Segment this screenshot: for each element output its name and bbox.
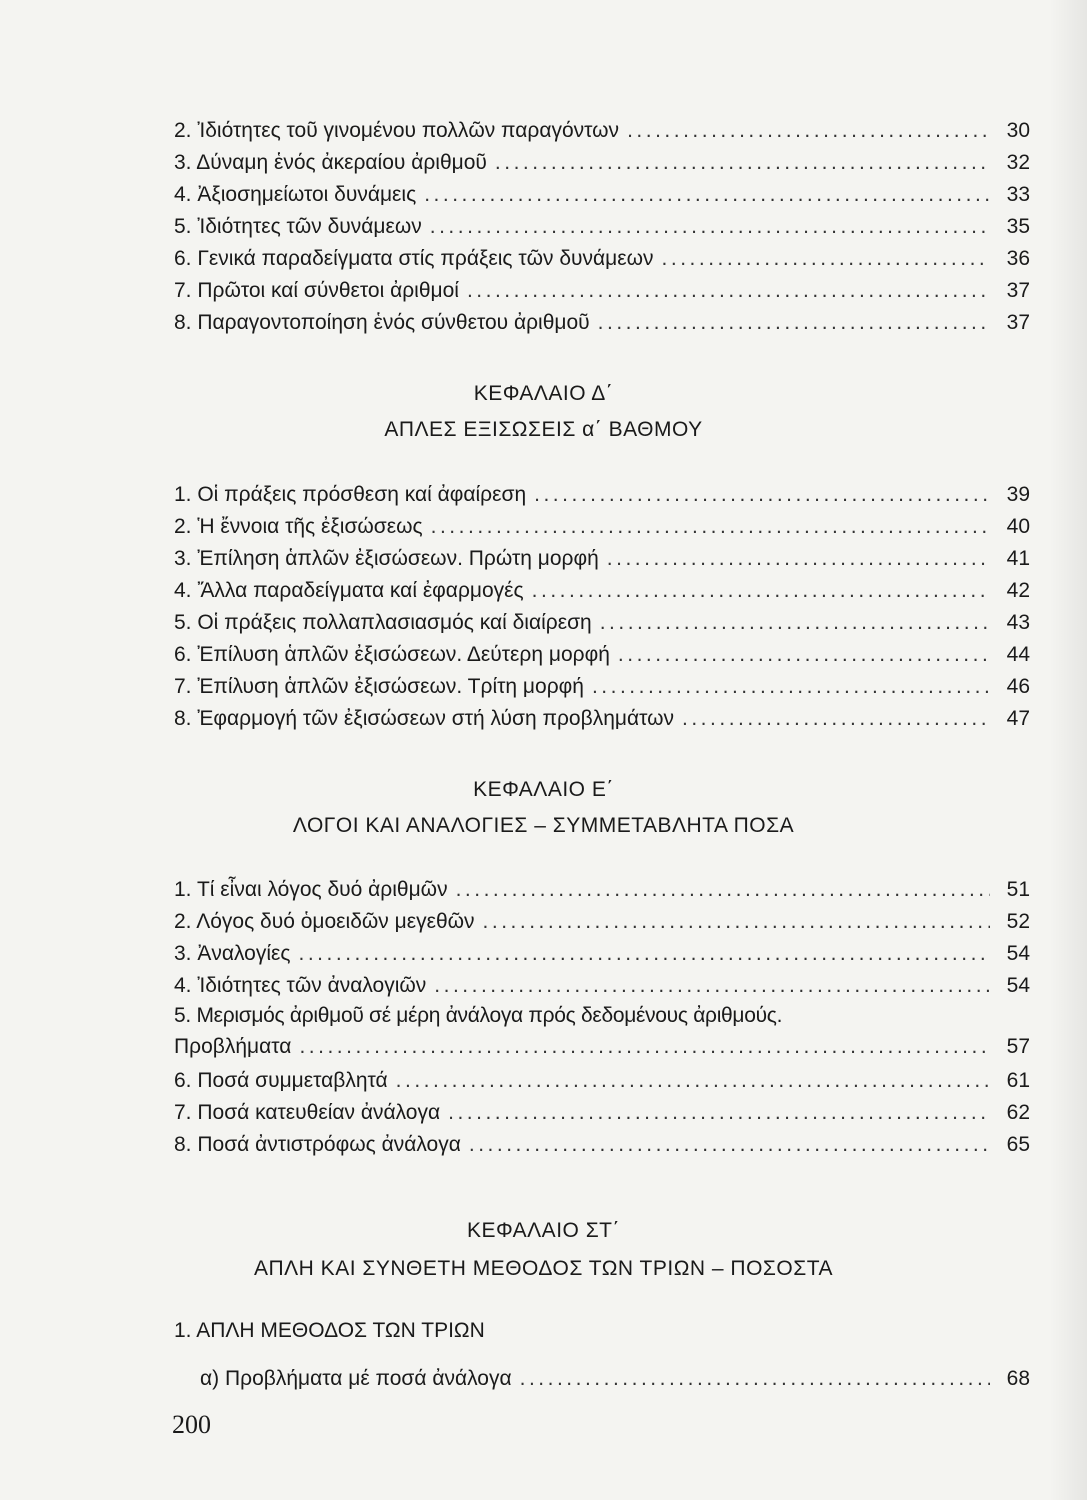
toc-entry <box>174 636 1030 668</box>
toc-entry-page: 44 <box>1006 643 1030 666</box>
toc-entry-title: 4. Ἀξιοσημείωτοι δυνάμεις <box>174 183 417 206</box>
toc-entry-title-line1: 5. Μερισμός ἀριθμοῦ σέ μέρη ἀνάλογα πρός δεδομένους ἀριθμούς. <box>174 1004 783 1027</box>
toc-entry-title: 6. Ἐπίλυση ἁπλῶν ἐξισώσεων. Δεύτερη μορφή <box>174 643 610 666</box>
toc-entry-page: 57 <box>1006 1035 1030 1058</box>
toc-entry <box>174 1126 1030 1158</box>
toc-entry-page: 61 <box>1006 1069 1030 1092</box>
toc-entry <box>174 935 1030 967</box>
leader-dots <box>448 1100 990 1126</box>
toc-entry <box>174 967 1030 999</box>
toc-entry-page: 32 <box>1006 151 1030 174</box>
toc-entry-title: 7. Πρῶτοι καί σύνθετοι ἀριθμοί <box>174 279 459 302</box>
toc-entry-title: α) Προβλήματα μέ ποσά ἀνάλογα <box>200 1367 512 1390</box>
toc-entry-page: 51 <box>1006 878 1030 901</box>
toc-entry <box>174 476 1030 508</box>
leader-dots <box>467 278 990 304</box>
toc-entry-page: 33 <box>1006 183 1030 206</box>
leader-dots <box>607 546 990 572</box>
toc-entry-page: 41 <box>1006 547 1030 570</box>
toc-entry-title: 3. Ἐπίληση ἁπλῶν ἐξισώσεων. Πρώτη μορφή <box>174 547 599 570</box>
toc-entry-page: 46 <box>1006 675 1030 698</box>
toc-entry-page: 35 <box>1006 215 1030 238</box>
toc-entry-page: 52 <box>1006 910 1030 933</box>
toc-entry-page: 30 <box>1006 119 1030 142</box>
chapter-e-title: ΛΟΓΟΙ ΚΑΙ ΑΝΑΛΟΓΙΕΣ – ΣΥΜΜΕΤΑΒΛΗΤΑ ΠΟΣΑ <box>292 814 795 837</box>
leader-dots <box>495 150 990 176</box>
leader-dots <box>396 1068 990 1094</box>
toc-entry <box>174 112 1030 144</box>
toc-entry-page: 54 <box>1006 942 1030 965</box>
leader-dots <box>431 514 990 540</box>
toc-entry <box>200 1360 1030 1392</box>
toc-entry <box>174 176 1030 208</box>
toc-entry-title: 6. Γενικά παραδείγματα στίς πράξεις τῶν δυνάμεων <box>174 247 654 270</box>
leader-dots <box>520 1366 990 1392</box>
toc-entry-page: 42 <box>1006 579 1030 602</box>
toc-entry-title: 4. Ἄλλα παραδείγματα καί ἐφαρμογές <box>174 579 524 602</box>
toc-entry-page: 47 <box>1006 707 1030 730</box>
toc-entry-title: 5. Οἱ πράξεις πολλαπλασιασμός καί διαίρεση <box>174 611 592 634</box>
leader-dots <box>600 610 990 636</box>
toc-entry <box>174 208 1030 240</box>
leader-dots <box>682 706 990 732</box>
toc-entry <box>174 1028 1030 1060</box>
chapter-st-label: ΚΕΦΑΛΑΙΟ ΣΤ΄ <box>466 1219 620 1242</box>
leader-dots <box>424 182 990 208</box>
toc-entry <box>174 903 1030 935</box>
toc-entry-title: 6. Ποσά συμμεταβλητά <box>174 1069 388 1092</box>
leader-dots <box>469 1132 990 1158</box>
toc-entry-title: 5. Ἰδιότητες τῶν δυνάμεων <box>174 215 422 238</box>
toc-entry <box>174 508 1030 540</box>
toc-entry <box>174 144 1030 176</box>
toc-entry <box>174 240 1030 272</box>
toc-entry-title: 8. Ποσά ἀντιστρόφως ἀνάλογα <box>174 1133 461 1156</box>
toc-entry-page: 65 <box>1006 1133 1030 1156</box>
leader-dots <box>299 941 990 967</box>
toc-entry <box>174 1094 1030 1126</box>
toc-entry-page: 37 <box>1006 311 1030 334</box>
toc-entry-page: 54 <box>1006 974 1030 997</box>
subsection-heading: 1. ΑΠΛΗ ΜΕΘΟΔΟΣ ΤΩΝ ΤΡΙΩΝ <box>174 1319 485 1342</box>
toc-entry-page: 39 <box>1006 483 1030 506</box>
chapter-e-label: ΚΕΦΑΛΑΙΟ Ε΄ <box>473 778 614 801</box>
page-number: 200 <box>172 1410 211 1439</box>
leader-dots <box>434 973 990 999</box>
leader-dots <box>299 1034 990 1060</box>
toc-entry-page: 68 <box>1006 1367 1030 1390</box>
toc-entry-page: 37 <box>1006 279 1030 302</box>
chapter-d-title: ΑΠΛΕΣ ΕΞΙΣΩΣΕΙΣ α΄ ΒΑΘΜΟΥ <box>384 418 703 441</box>
toc-entry <box>174 604 1030 636</box>
toc-entry-title: 3. Δύναμη ἑνός ἀκεραίου ἀριθμοῦ <box>174 151 487 174</box>
toc-entry-title: Προβλήματα <box>174 1035 292 1058</box>
chapter-st-title: ΑΠΛΗ ΚΑΙ ΣΥΝΘΕΤΗ ΜΕΘΟΔΟΣ ΤΩΝ ΤΡΙΩΝ – ΠΟΣΟΣΤΑ <box>253 1257 833 1280</box>
toc-entry-title: 2. Ἡ ἔννοια τῆς ἐξισώσεως <box>174 515 423 538</box>
leader-dots <box>430 214 990 240</box>
leader-dots <box>456 877 990 903</box>
toc-entry-title: 7. Ποσά κατευθείαν ἀνάλογα <box>174 1101 441 1124</box>
leader-dots <box>534 482 990 508</box>
toc-entry-title: 8. Παραγοντοποίηση ἑνός σύνθετου ἀριθμοῦ <box>174 311 590 334</box>
toc-entry-title: 1. Τί εἶναι λόγος δυό ἀριθμῶν <box>174 878 448 901</box>
toc-entry-page: 40 <box>1006 515 1030 538</box>
toc-entry-title: 2. Λόγος δυό ὁμοειδῶν μεγεθῶν <box>174 910 475 933</box>
toc-entry-page: 43 <box>1006 611 1030 634</box>
chapter-d-label: ΚΕΦΑΛΑΙΟ Δ΄ <box>473 382 614 405</box>
leader-dots <box>483 909 990 935</box>
toc-entry-title: 3. Ἀναλογίες <box>174 942 291 965</box>
toc-entry <box>174 1062 1030 1094</box>
leader-dots <box>627 118 990 144</box>
toc-entry-page: 62 <box>1006 1101 1030 1124</box>
toc-entry-page: 36 <box>1006 247 1030 270</box>
leader-dots <box>598 310 990 336</box>
toc-entry <box>174 304 1030 336</box>
leader-dots <box>532 578 990 604</box>
toc-entry <box>174 700 1030 732</box>
toc-entry-title: 2. Ἰδιότητες τοῦ γινομένου πολλῶν παραγόντων <box>174 119 620 142</box>
toc-entry <box>174 572 1030 604</box>
toc-entry <box>174 540 1030 572</box>
leader-dots <box>618 642 990 668</box>
toc-entry-title: 1. Οἱ πράξεις πρόσθεση καί ἀφαίρεση <box>174 483 527 506</box>
toc-entry <box>174 668 1030 700</box>
leader-dots <box>592 674 990 700</box>
toc-entry-title: 8. Ἐφαρμογή τῶν ἐξισώσεων στή λύση προβλημάτων <box>174 707 675 730</box>
toc-entry <box>174 871 1030 903</box>
toc-entry-title: 7. Ἐπίλυση ἁπλῶν ἐξισώσεων. Τρίτη μορφή <box>174 675 584 698</box>
leader-dots <box>662 246 990 272</box>
toc-entry-title: 4. Ἰδιότητες τῶν ἀναλογιῶν <box>174 974 427 997</box>
toc-entry <box>174 272 1030 304</box>
